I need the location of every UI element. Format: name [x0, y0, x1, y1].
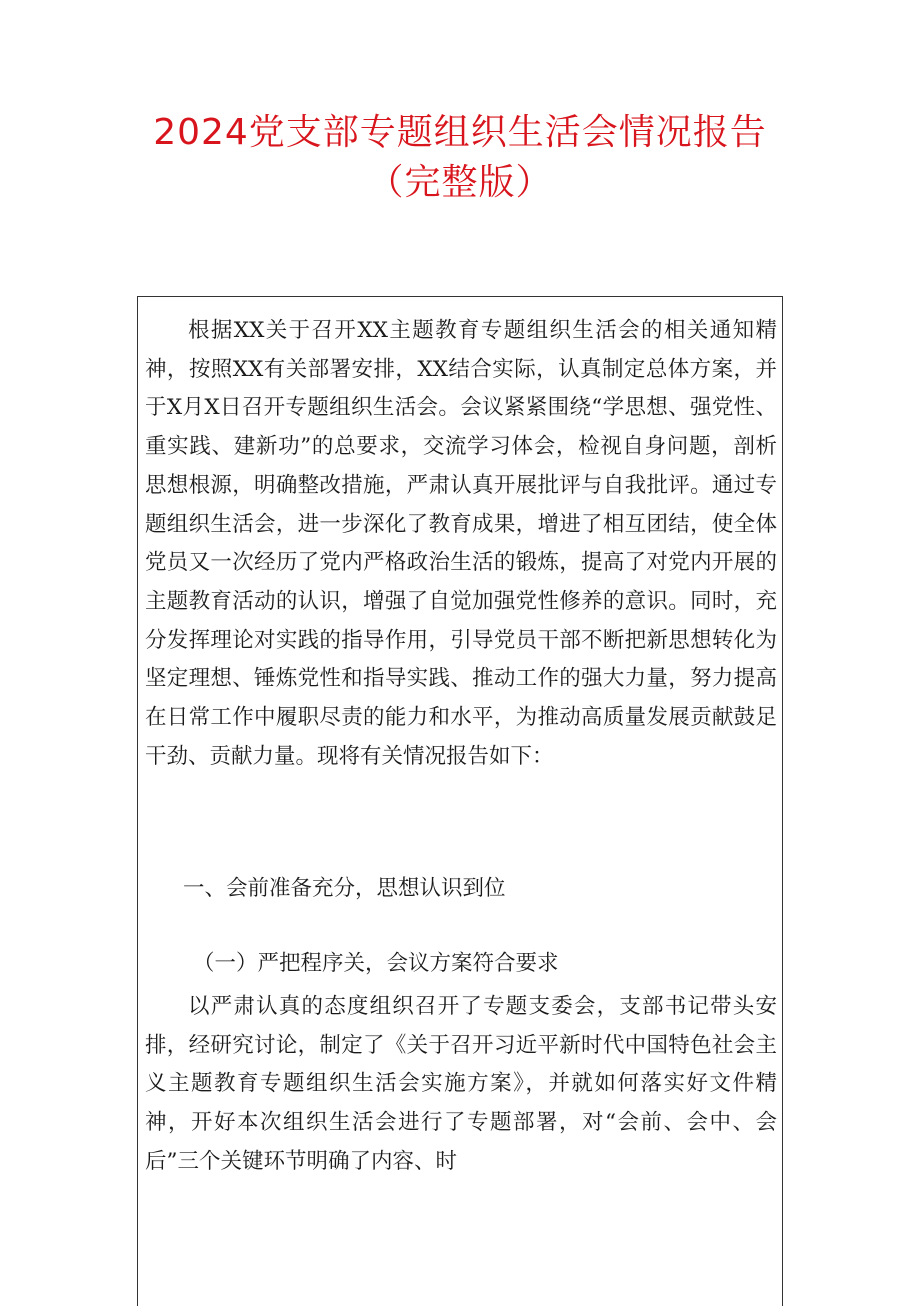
section-heading: 一、会前准备充分，思想认识到位 [183, 876, 506, 901]
body-paragraph: 以严肃认真的态度组织召开了专题支委会，支部书记带头安排，经研究讨论，制定了《关于召开习近平新时代中国特色社会主义主题教育专题组织生活会实施方案》，并就如何落实好文件精神，开好本次组织生活会进行了专题部署，对“会前、会中、会后”三个关键环节明确了内容、时 [145, 994, 777, 1174]
document-subtitle: （完整版） [367, 162, 553, 203]
intro-paragraph: 根据XX关于召开XX主题教育专题组织生活会的相关通知精神，按照XX有关部署安排，XX结合实际，认真制定总体方案，并于X月X日召开专题组织生活会。会议紧紧围绕“学思想、强党性、重实践、建新功”的总要求，交流学习体会，检视自身问题，剖析思想根源，明确整改措施，严肃认真开展批评与自我批评。通过专题组织生活会，进一步深化了教育成果，增进了相互团结，使全体党员又一次经历了党内严格政治生活的锻炼，提高了对党内开展的主题教育活动的认识，增强了自觉加强党性修养的意识。同时，充分发挥理论对实践的指导作用，引导党员干部不断把新思想转化为坚定理想、锤炼党性和指导实践、推动工作的强大力量，努力提高在日常工作中履职尽责的能力和水平，为推动高质量发展贡献鼓足干劲、贡献力量。现将有关情况报告如下： [145, 318, 777, 769]
subsection-heading: （一）严把程序关，会议方案符合要求 [193, 951, 559, 976]
body-content [145, 312, 777, 776]
document-title: 2024党支部专题组织生活会情况报告 [153, 112, 767, 153]
